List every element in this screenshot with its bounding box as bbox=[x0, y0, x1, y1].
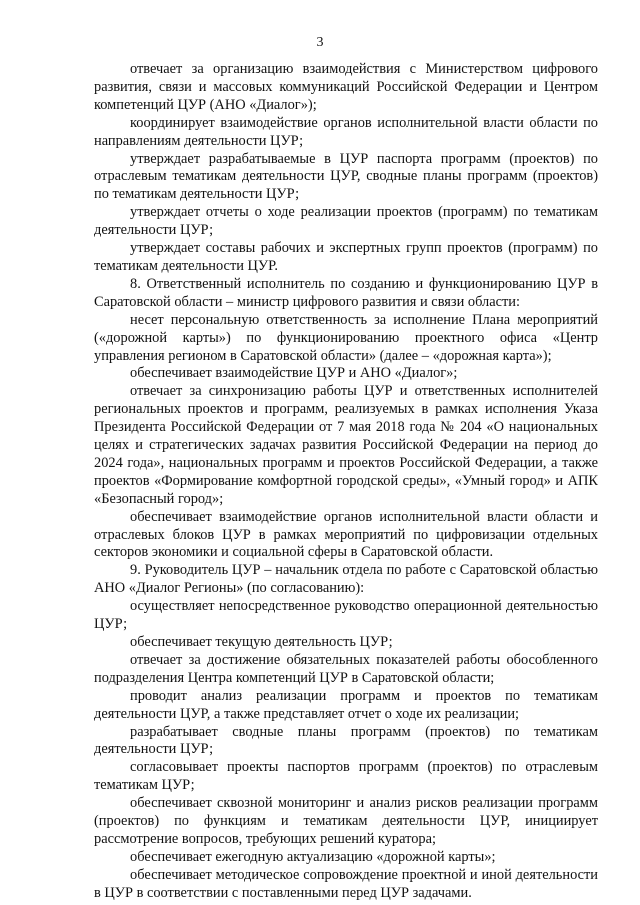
paragraph: 9. Руководитель ЦУР – начальник отдела по работе с Саратовской областью АНО «Диалог Регионы» (по согласованию): bbox=[94, 562, 598, 597]
paragraph: согласовывает проекты паспортов программ (проектов) по отраслевым тематикам ЦУР; bbox=[94, 759, 598, 794]
paragraph: обеспечивает текущую деятельность ЦУР; bbox=[130, 634, 393, 650]
paragraph: разрабатывает сводные планы программ (проектов) по тематикам деятельности ЦУР; bbox=[94, 723, 598, 758]
paragraph: обеспечивает взаимодействие ЦУР и АНО «Диалог»; bbox=[130, 365, 458, 382]
paragraph: осуществляет непосредственное руководство операционной деятельностью ЦУР; bbox=[94, 598, 598, 633]
paragraph: отвечает за синхронизацию работы ЦУР и ответственных исполнителей региональных проектов и программ, реализуемых в рамках исполнения Указа Президента Российской Федерации от 7 мая 2018 года № 204 «О национальных целях и стратегических задачах развития Российской Федерации на период до 2024 года», национальных программ и проектов Российской Федерации, а также проектов «Формирование комфортной городской среды», «Умный город» и АПК «Безопасный город»; bbox=[94, 383, 598, 507]
page-number: 3 bbox=[316, 35, 324, 50]
paragraph: обеспечивает сквозной мониторинг и анализ рисков реализации программ (проектов) по функциям и тематикам деятельности ЦУР, инициирует рассмотрение вопросов, требующих решений куратора; bbox=[94, 795, 598, 847]
paragraph: отвечает за организацию взаимодействия с Министерством цифрового развития, связи и массовых коммуникаций Российской Федерации и Центром компетенций ЦУР (АНО «Диалог»); bbox=[94, 61, 598, 113]
paragraph: проводит анализ реализации программ и проектов по тематикам деятельности ЦУР, а также представляет отчет о ходе их реализации; bbox=[94, 687, 598, 722]
document-body bbox=[94, 61, 598, 903]
paragraph: утверждает составы рабочих и экспертных групп проектов (программ) по тематикам деятельности ЦУР. bbox=[94, 240, 598, 274]
paragraph: обеспечивает ежегодную актуализацию «дорожной карты»; bbox=[130, 848, 496, 865]
paragraph: обеспечивает методическое сопровождение проектной и иной деятельности в ЦУР в соответствии с поставленными перед ЦУР задачами. bbox=[94, 866, 598, 901]
paragraph: утверждает отчеты о ходе реализации проектов (программ) по тематикам деятельности ЦУР; bbox=[94, 204, 598, 239]
paragraph: координирует взаимодействие органов исполнительной власти области по направлениям деятельности ЦУР; bbox=[94, 114, 598, 149]
paragraph: несет персональную ответственность за исполнение Плана мероприятий («дорожной карты») по функционированию проектного офиса «Центр управления регионом в Саратовской области» (далее – «дорожная карта»); bbox=[94, 311, 598, 364]
paragraph: обеспечивает взаимодействие органов исполнительной власти области и отраслевых блоков ЦУР в рамках мероприятий по цифровизации отдельных секторов экономики и социальной сферы в Саратовской области. bbox=[94, 508, 598, 561]
paragraph: утверждает разрабатываемые в ЦУР паспорта программ (проектов) по отраслевым тематикам деятельности ЦУР, сводные планы программ (проектов) по тематикам деятельности ЦУР; bbox=[94, 150, 598, 203]
paragraph: 8. Ответственный исполнитель по созданию и функционированию ЦУР в Саратовской области – министр цифрового развития и связи области: bbox=[94, 275, 598, 310]
paragraph: отвечает за достижение обязательных показателей работы обособленного подразделения Центра компетенций ЦУР в Саратовской области; bbox=[94, 651, 598, 686]
